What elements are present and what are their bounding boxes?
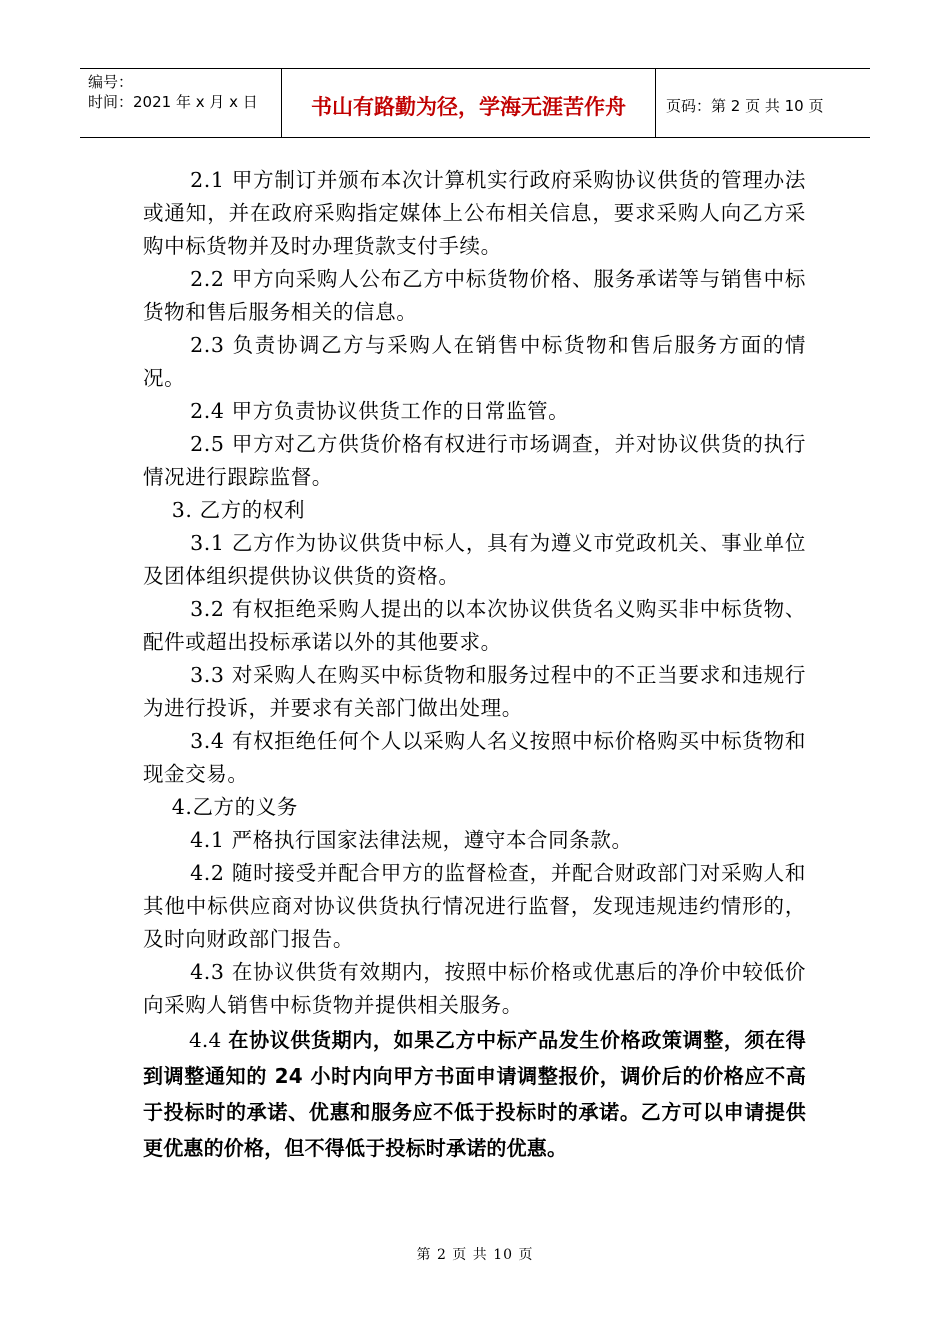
clause-4-4-number: 4.4 <box>189 1028 229 1052</box>
clause-3-4: 3.4 有权拒绝任何个人以采购人名义按照中标价格购买中标货物和现金交易。 <box>143 729 806 786</box>
clause-4-4 <box>143 1022 806 1166</box>
clause-4-2: 4.2 随时接受并配合甲方的监督检查，并配合财政部门对采购人和其他中标供应商对协议供货执行情况进行监督，发现违规违约情形的，及时向财政部门报告。 <box>143 861 806 951</box>
page-footer: 第 2 页 共 10 页 <box>416 1247 534 1263</box>
header-time-label: 时间：2021 年 x 月 x 日 <box>88 93 258 111</box>
header-meta <box>80 69 282 137</box>
header-motto: 书山有路勤为径，学海无涯苦作舟 <box>282 69 656 137</box>
page-header <box>80 68 870 138</box>
header-page-code: 页码：第 2 页 共 10 页 <box>666 96 824 115</box>
document-body <box>143 164 806 1166</box>
clause-4-4-text: 在协议供货期内，如果乙方中标产品发生价格政策调整，须在得到调整通知的 24 小时内向甲方书面申请调整报价，调价后的价格应不高于投标时的承诺、优惠和服务应不低于投标时的承诺。乙方可以申请提供更优惠的价格，但不得低于投标时承诺的优惠。 <box>143 1028 806 1160</box>
clause-2-2: 2.2 甲方向采购人公布乙方中标货物价格、服务承诺等与销售中标货物和售后服务相关的信息。 <box>143 267 806 324</box>
clause-3-3: 3.3 对采购人在购买中标货物和服务过程中的不正当要求和违规行为进行投诉，并要求有关部门做出处理。 <box>143 663 806 720</box>
clause-2-5: 2.5 甲方对乙方供货价格有权进行市场调查，并对协议供货的执行情况进行跟踪监督。 <box>143 432 806 489</box>
clause-3-1: 3.1 乙方作为协议供货中标人，具有为遵义市党政机关、事业单位及团体组织提供协议供货的资格。 <box>143 531 806 588</box>
clause-4-3: 4.3 在协议供货有效期内，按照中标价格或优惠后的净价中较低价向采购人销售中标货物并提供相关服务。 <box>143 960 806 1017</box>
clause-2-1: 2.1 甲方制订并颁布本次计算机实行政府采购协议供货的管理办法或通知，并在政府采购指定媒体上公布相关信息，要求采购人向乙方采购中标货物并及时办理货款支付手续。 <box>143 168 806 258</box>
header-number-label: 编号： <box>88 73 134 91</box>
clause-3-2: 3.2 有权拒绝采购人提出的以本次协议供货名义购买非中标货物、配件或超出投标承诺以外的其他要求。 <box>143 597 806 654</box>
clause-4-1: 4.1 严格执行国家法律法规，遵守本合同条款。 <box>190 828 633 852</box>
section-3-heading: 3. 乙方的权利 <box>171 498 306 522</box>
section-4-heading: 4.乙方的义务 <box>171 795 298 819</box>
clause-2-3: 2.3 负责协调乙方与采购人在销售中标货物和售后服务方面的情况。 <box>143 333 806 390</box>
clause-2-4: 2.4 甲方负责协议供货工作的日常监管。 <box>190 399 570 423</box>
